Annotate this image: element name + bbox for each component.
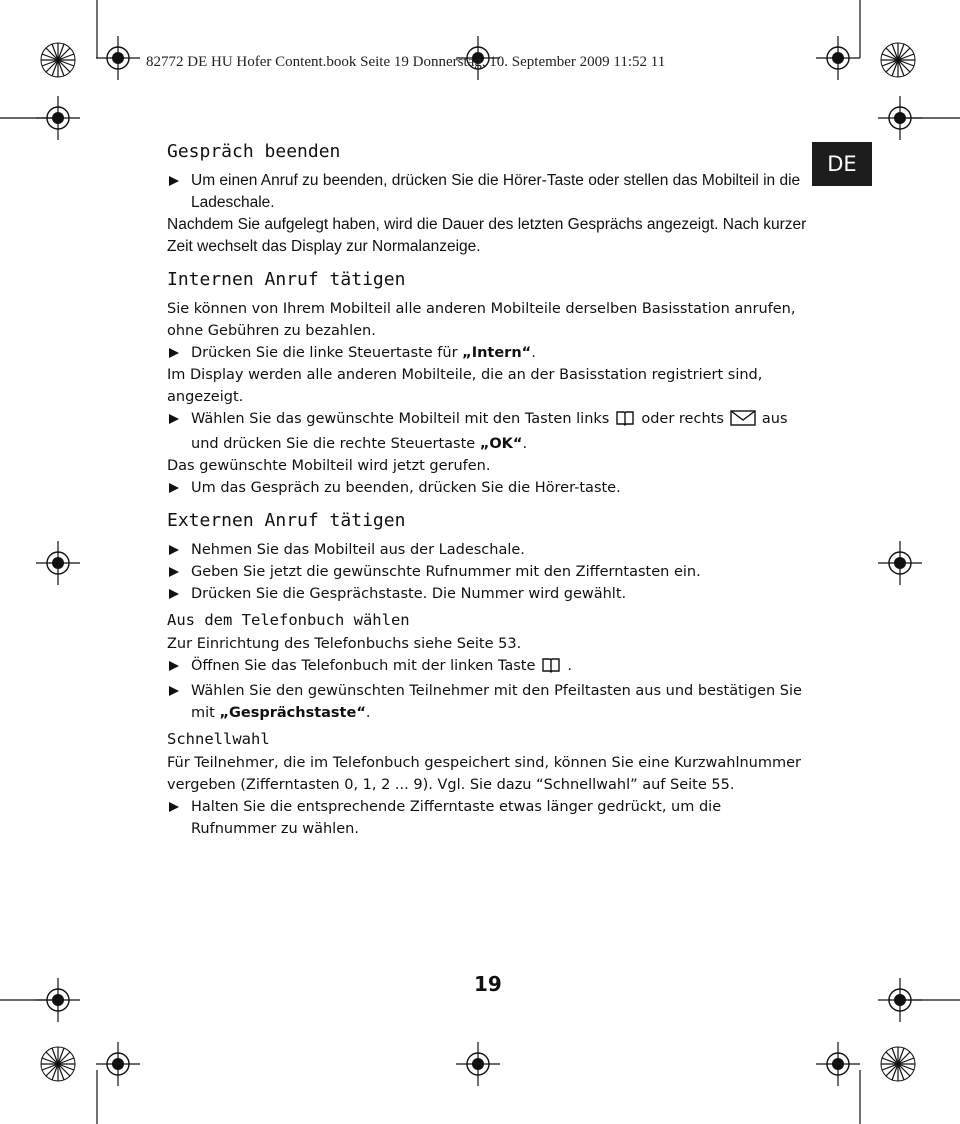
heading-gesprach-beenden: Gespräch beenden — [167, 141, 341, 162]
print-header: 82772 DE HU Hofer Content.book Seite 19 Donnerstag, 10. September 2009 11:52 11 — [146, 54, 666, 70]
envelope-icon — [730, 410, 756, 433]
paragraph: Sie können von Ihrem Mobilteil alle anderen Mobilteile derselben Basisstation anrufen, ohne Gebühren zu bezahlen. — [167, 301, 796, 339]
heading-telefonbuch: Aus dem Telefonbuch wählen — [167, 611, 410, 629]
paragraph: Für Teilnehmer, die im Telefonbuch gespeichert sind, können Sie eine Kurzwahlnummer vergeben (Zifferntasten 0, 1, 2 ... 9). Vgl. Sie dazu “Schnellwahl” auf Seite 55. — [167, 755, 801, 793]
paragraph: Das gewünschte Mobilteil wird jetzt gerufen. — [167, 458, 491, 474]
book-icon — [541, 657, 561, 680]
list-item: Halten Sie die entsprechende Zifferntaste etwas länger gedrückt, um die Rufnummer zu wählen. — [167, 796, 807, 840]
list-item: Um einen Anruf zu beenden, drücken Sie die Hörer-Taste oder stellen das Mobilteil in die Ladeschale. — [167, 170, 807, 214]
list-item: Drücken Sie die Gesprächstaste. Die Nummer wird gewählt. — [167, 583, 807, 605]
paragraph: Nachdem Sie aufgelegt haben, wird die Dauer des letzten Gesprächs angezeigt. Nach kurzer Zeit wechselt das Display zur Normalanzeige. — [167, 216, 807, 255]
paragraph: Im Display werden alle anderen Mobilteile, die an der Basisstation registriert sind, angezeigt. — [167, 367, 763, 405]
heading-intern: Internen Anruf tätigen — [167, 269, 406, 290]
page-number: 19 — [474, 972, 502, 996]
list-item: Öffnen Sie das Telefonbuch mit der linken Taste . — [167, 655, 807, 680]
list-item: Nehmen Sie das Mobilteil aus der Ladeschale. — [167, 539, 807, 561]
list-item: Drücken Sie die linke Steuertaste für „Intern“. — [167, 342, 807, 364]
list-item: Wählen Sie das gewünschte Mobilteil mit den Tasten links oder rechts aus und drücken Sie die rechte Steuertaste „OK“. — [167, 408, 807, 455]
heading-extern: Externen Anruf tätigen — [167, 510, 406, 531]
heading-schnellwahl: Schnellwahl — [167, 730, 270, 748]
page-content — [167, 140, 807, 840]
list-item: Geben Sie jetzt die gewünschte Rufnummer mit den Zifferntasten ein. — [167, 561, 807, 583]
paragraph: Zur Einrichtung des Telefonbuchs siehe Seite 53. — [167, 636, 522, 652]
list-item: Wählen Sie den gewünschten Teilnehmer mit den Pfeiltasten aus und bestätigen Sie mit „Gesprächstaste“. — [167, 680, 807, 724]
language-tab: DE — [812, 142, 872, 186]
book-icon — [615, 410, 635, 433]
list-item: Um das Gespräch zu beenden, drücken Sie die Hörer-taste. — [167, 477, 807, 499]
